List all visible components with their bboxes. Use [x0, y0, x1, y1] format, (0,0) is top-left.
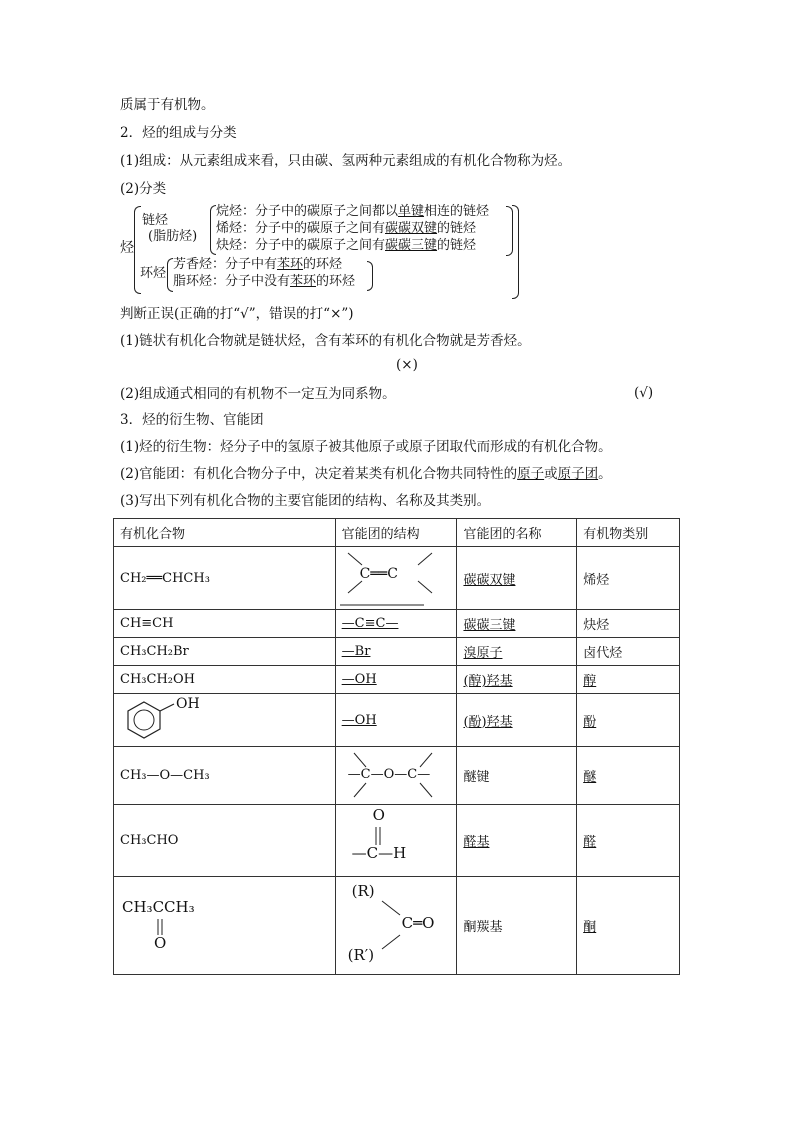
category-cell: 醚 — [577, 747, 680, 805]
acetone-formula: CH₃CCH₃ — [122, 898, 195, 916]
functional-group-table — [113, 518, 680, 975]
structure-cell — [335, 747, 457, 805]
acetone-bond — [114, 877, 194, 974]
table-row — [114, 694, 680, 747]
section2-title: 2．烃的组成与分类 — [120, 125, 237, 141]
aldehyde-text: —C—H — [351, 844, 407, 862]
name-cell: 醚键 — [457, 747, 577, 805]
compound-cell: CH≡CH — [114, 610, 336, 638]
compound-cell: CH₃CH₂OH — [114, 666, 336, 694]
name-cell: 醛基 — [457, 805, 577, 877]
compound-cell — [114, 877, 336, 975]
aromatic-line: 芳香烃：分子中有苯环的环烃 — [173, 257, 343, 272]
category-cell: 酮 — [577, 877, 680, 975]
tree-root: 烃 — [120, 240, 134, 256]
structure-cell — [335, 805, 457, 877]
aldehyde-bond — [336, 805, 458, 876]
compound-cell: CH₃CH₂Br — [114, 638, 336, 666]
name-cell: 碳碳三键 — [457, 610, 577, 638]
name-cell: 碳碳双键 — [457, 547, 577, 610]
category-cell: 醇 — [577, 666, 680, 694]
category-cell: 醛 — [577, 805, 680, 877]
header-structure: 官能团的结构 — [335, 519, 457, 547]
classification-label: (2)分类 — [120, 181, 167, 197]
ketone-r2: (R′) — [347, 946, 375, 964]
compound-cell: CH₃—O—CH₃ — [114, 747, 336, 805]
structure-cell: —C≡C— — [335, 610, 457, 638]
category-cell: 酚 — [577, 694, 680, 747]
section2-composition: (1)组成：从元素组成来看，只由碳、氢两种元素组成的有机化合物称为烃。 — [120, 153, 572, 169]
root-close-brace — [512, 205, 519, 299]
section3-title: 3．烃的衍生物、官能团 — [120, 412, 264, 428]
category-cell: 烯烃 — [577, 547, 680, 610]
judge-title: 判断正误(正确的打“√”，错误的打“×”) — [120, 306, 354, 322]
structure-cell: —Br — [335, 638, 457, 666]
ring-close-brace — [367, 261, 373, 291]
intro-tail: 质属于有机物。 — [120, 97, 215, 113]
compound-cell: CH₃CHO — [114, 805, 336, 877]
judge-q1-answer: (×) — [396, 357, 418, 373]
structure-cell: —OH — [335, 666, 457, 694]
double-bond-text: C══C — [359, 566, 398, 582]
ketone-text: C═O — [401, 914, 435, 932]
table-row — [114, 747, 680, 805]
aldehyde-o: O — [372, 806, 385, 824]
name-cell: (酚)羟基 — [457, 694, 577, 747]
table-header-row — [114, 519, 680, 547]
judge-q2-answer: (√) — [634, 385, 654, 401]
table-row — [114, 547, 680, 610]
structure-cell — [335, 547, 457, 610]
header-compound: 有机化合物 — [114, 519, 336, 547]
section3-p1: (1)烃的衍生物：烃分子中的氢原子被其他原子或原子团取代而形成的有机化合物。 — [120, 439, 612, 455]
compound-cell: CH₂══CHCH₃ — [114, 547, 336, 610]
section3-p2: (2)官能团：有机化合物分子中，决定着某类有机化合物共同特性的原子或原子团。 — [120, 466, 612, 482]
structure-cell: —OH — [335, 694, 457, 747]
table-row — [114, 805, 680, 877]
header-name: 官能团的名称 — [457, 519, 577, 547]
header-category: 有机物类别 — [577, 519, 680, 547]
judge-q2: (2)组成通式相同的有机物不一定互为同系物。 — [120, 386, 396, 402]
compound-cell — [114, 694, 336, 747]
name-cell: (醇)羟基 — [457, 666, 577, 694]
name-cell: 溴原子 — [457, 638, 577, 666]
ether-text: —C—O—C— — [347, 767, 431, 782]
section3-p3: (3)写出下列有机化合物的主要官能团的结构、名称及其类别。 — [120, 493, 491, 509]
alicyclic-line: 脂环烃：分子中没有苯环的环烃 — [173, 274, 356, 289]
alkyne-line: 炔烃：分子中的碳原子之间有碳碳三键的链烃 — [216, 238, 477, 253]
phenol-oh: OH — [176, 696, 200, 712]
table-row — [114, 877, 680, 975]
alkane-line: 烷烃：分子中的碳原子之间都以单键相连的链烃 — [216, 204, 490, 219]
benzene-ring — [122, 694, 182, 746]
table-row — [114, 666, 680, 694]
category-cell: 炔烃 — [577, 610, 680, 638]
category-cell: 卤代烃 — [577, 638, 680, 666]
tree-chain: 链烃 — [142, 213, 169, 228]
structure-cell — [335, 877, 457, 975]
table-row — [114, 638, 680, 666]
name-cell: 酮羰基 — [457, 877, 577, 975]
ketone-r1: (R) — [351, 882, 375, 900]
tree-chain-alias: (脂肪烃) — [148, 229, 198, 244]
alkene-line: 烯烃：分子中的碳原子之间有碳碳双键的链烃 — [216, 221, 477, 236]
table-row — [114, 610, 680, 638]
judge-q1: (1)链状有机化合物就是链状烃，含有苯环的有机化合物就是芳香烃。 — [120, 333, 531, 349]
acetone-o: O — [154, 934, 167, 952]
tree-ring: 环烃 — [140, 266, 167, 281]
